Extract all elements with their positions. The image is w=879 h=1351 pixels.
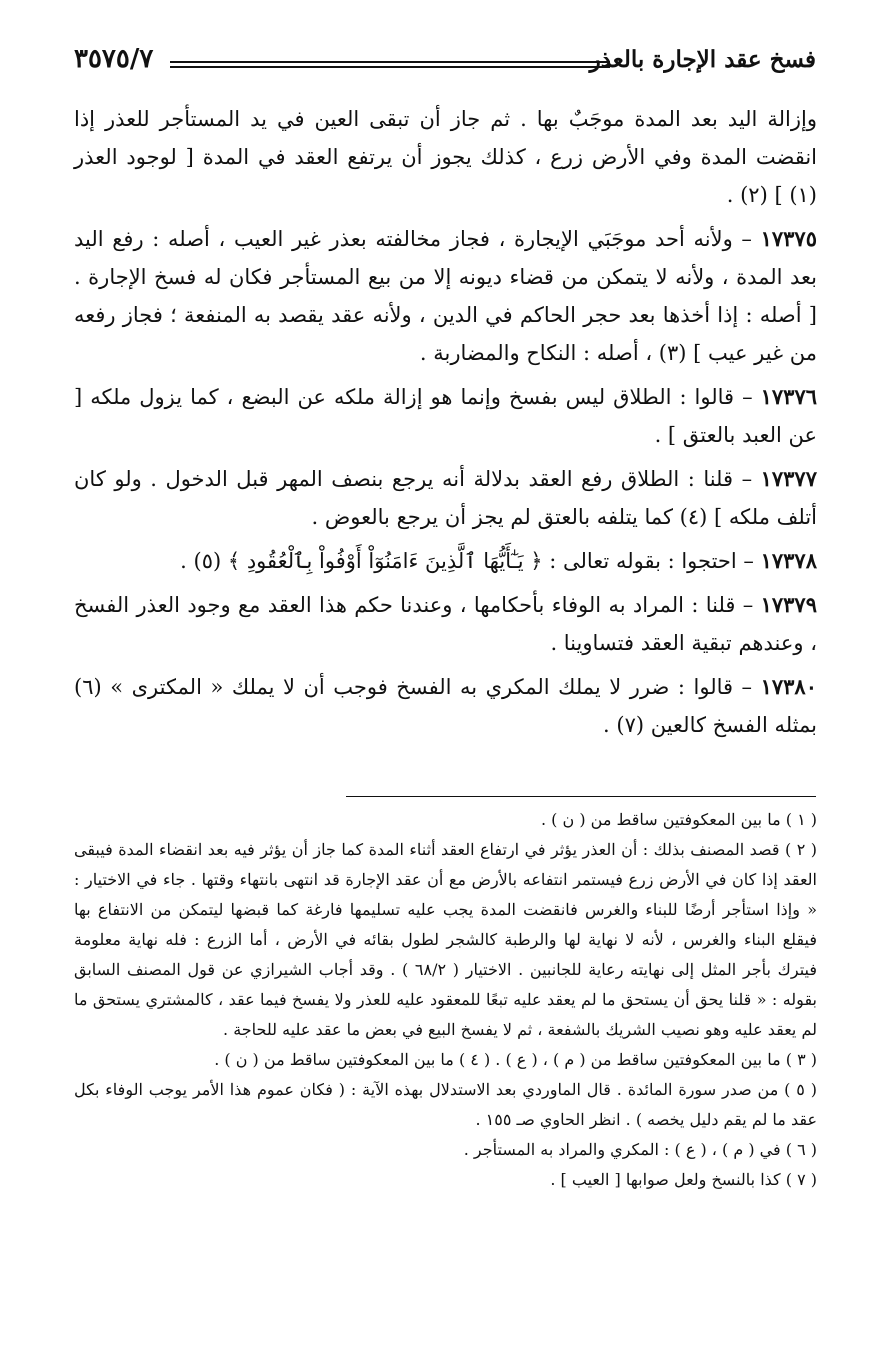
main-text xyxy=(74,100,817,750)
paragraph-number: ١٧٣٧٥ xyxy=(760,226,817,251)
running-header xyxy=(74,44,816,84)
header-rule xyxy=(170,61,610,63)
footnote: ( ٣ ) ما بين المعكوفتين ساقط من ( م ) ، ( ع ) . ( ٤ ) ما بين المعكوفتين ساقط من ( ن ) . xyxy=(214,1050,817,1069)
footnote: ( ٥ ) من صدر سورة المائدة . قال الماوردي بعد الاستدلال بهذه الآية : ( فكان عموم هذا الأمر يوجب الوفاء بكل عقد ما لم يقم دليل يخصه ) . انظر الحاوي صـ ١٥٥ . xyxy=(74,1080,818,1129)
paragraph-number: ١٧٣٧٦ xyxy=(760,384,818,409)
paragraph xyxy=(74,220,817,372)
paragraph xyxy=(74,542,817,580)
paragraph-text: – احتجوا : بقوله تعالى : ﴿ يَـٰٓأَيُّهَا ٱلَّذِينَ ءَامَنُوٓاْ أَوْفُواْ بِٱلْعُقُودِ ﴾ (٥) . xyxy=(180,549,761,573)
paragraph-text: – ولأنه أحد موجَبَي الإيجارة ، فجاز مخالفته بعذر غير العيب ، أصله : رفع اليد بعد المدة ، ولأنه لا يتمكن من قضاء ديونه إلا من بيع المستأجر فكان له فسخ الإجارة . [ أصله : إذا أخذها بعد حجر الحاكم في الدين ، ولأنه عقد يقصد به المنفعة ؛ فجاز رفعه من غير عيب ] (٣) ، أصله : النكاح والمضاربة . xyxy=(74,227,817,365)
page-number: ٣٥٧٥/٧ xyxy=(74,44,154,74)
paragraph-number: ١٧٣٧٧ xyxy=(760,466,817,491)
footnotes xyxy=(74,805,817,1195)
footnote: ( ٦ ) في ( م ) ، ( ع ) : المكري والمراد به المستأجر . xyxy=(463,1140,817,1159)
footnote-separator xyxy=(346,796,816,797)
chapter-title: فسخ عقد الإجارة بالعذر xyxy=(589,46,816,73)
paragraph-number: ١٧٣٨٠ xyxy=(760,674,817,699)
paragraph xyxy=(74,378,817,454)
paragraph xyxy=(74,100,817,214)
paragraph-text: – قلنا : الطلاق رفع العقد بدلالة أنه يرجع بنصف المهر قبل الدخول . ولو كان أتلف ملكه ] (٤) كما يتلفه بالعتق لم يجز أن يرجع بالعوض . xyxy=(74,467,817,529)
paragraph-text: وإزالة اليد بعد المدة موجَبٌ بها . ثم جاز أن تبقى العين في يد المستأجر للعذر إذا انقضت المدة وفي الأرض زرع ، كذلك يجوز أن يرتفع العقد في المدة [ لوجود العذر (١) ] (٢) . xyxy=(74,107,817,207)
footnote: ( ١ ) ما بين المعكوفتين ساقط من ( ن ) . xyxy=(541,810,817,829)
footnote: ( ٧ ) كذا بالنسخ ولعل صوابها [ العيب ] . xyxy=(550,1170,817,1189)
paragraph-number: ١٧٣٧٨ xyxy=(760,548,817,573)
footnote: ( ٢ ) قصد المصنف بذلك : أن العذر يؤثر في ارتفاع العقد أثناء المدة كما جاز أن يؤثر فيه بعد انقضاء المدة فيبقى العقد إذا كان في الأرض زرع فيستمر انتفاعه بالأرض مع أن عقد الإجارة قد انتهى بانتهاء وقتها . جاء في الاختيار : « وإذا استأجر أرضًا للبناء والغرس فانقضت المدة يجب عليه تسليمها فارغة كما قبضها ليتمكن من الانتفاع بها فيقلع البناء والغرس ، لأنه لا نهاية لها والرطبة كالشجر لطول بقائه في الأرض ، أما الزرع : فله نهاية معلومة فيترك بأجر المثل إلى نهايته رعاية للجانبين . الاختيار ( ٦٨/٢ ) . وقد أجاب الشيرازي عن قول المصنف السابق بقوله : « قلنا يحق أن يستحق ما لم يعقد عليه تبعًا للمعقود عليه للعذر ولا يفسخ فيما عقد ، كالمشتري يستحق ما لم يعقد عليه وهو نصيب الشريك بالشفعة ، ثم لا يفسخ البيع في بعض ما عقد عليه للحاجة . xyxy=(74,840,818,1039)
paragraph xyxy=(74,668,817,744)
paragraph-text: – قلنا : المراد به الوفاء بأحكامها ، وعندنا حكم هذا العقد مع وجود العذر الفسخ ، وعندهم تبقية العقد فتساوينا . xyxy=(74,593,817,655)
paragraph-text: – قالوا : ضرر لا يملك المكري به الفسخ فوجب أن لا يملك « المكترى » (٦) بمثله الفسخ كالعين (٧) . xyxy=(74,675,817,737)
paragraph-text: – قالوا : الطلاق ليس بفسخ وإنما هو إزالة ملكه عن البضع ، كما يزول ملكه [ عن العبد بالعتق ] . xyxy=(74,385,817,447)
paragraph-number: ١٧٣٧٩ xyxy=(760,592,817,617)
paragraph xyxy=(74,460,817,536)
header-rule xyxy=(170,66,610,68)
paragraph xyxy=(74,586,817,662)
